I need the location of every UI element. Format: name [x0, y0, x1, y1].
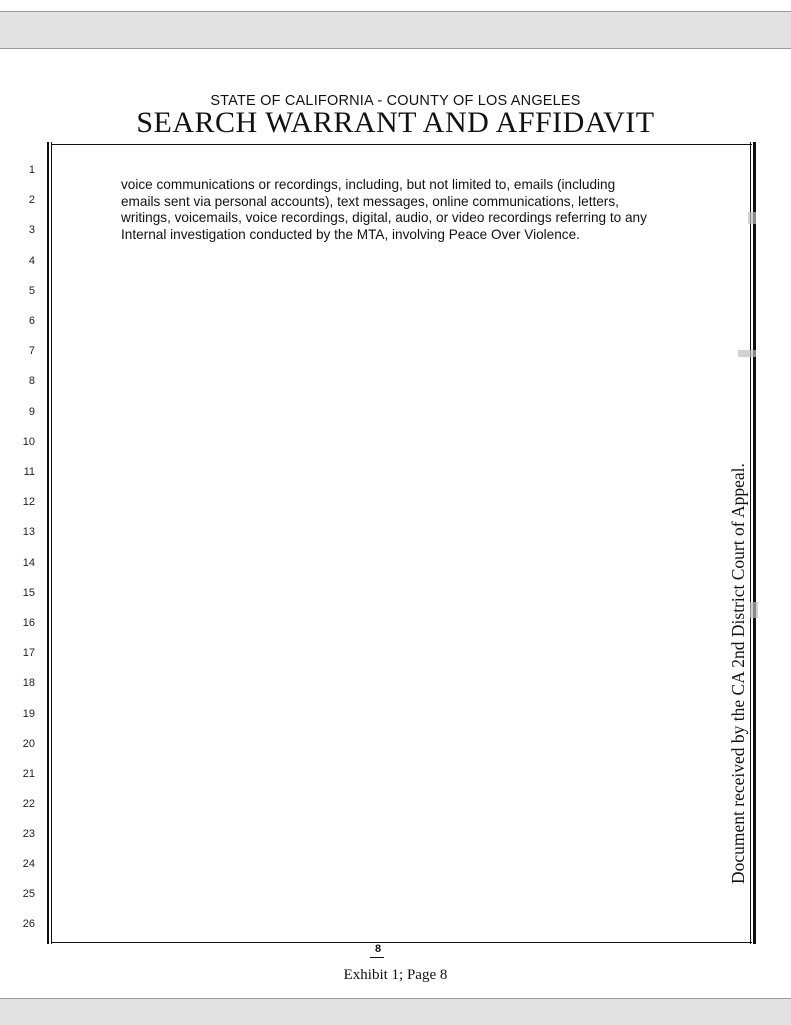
pleading-border-left-inner — [51, 142, 52, 944]
scan-artifact — [750, 602, 758, 618]
pleading-border-left-outer — [47, 142, 49, 944]
scan-artifact — [748, 212, 756, 224]
line-number: 21 — [22, 768, 35, 780]
line-number: 22 — [22, 798, 35, 810]
affidavit-body-text — [121, 177, 743, 243]
line-number: 15 — [22, 587, 35, 599]
line-number: 17 — [22, 647, 35, 659]
top-toolbar-bar — [0, 11, 791, 49]
line-number: 20 — [22, 738, 35, 750]
line-number: 1 — [28, 164, 35, 176]
line-number: 8 — [28, 375, 35, 387]
line-number: 25 — [22, 888, 35, 900]
line-number: 5 — [28, 285, 35, 297]
body-line: emails sent via personal accounts), text messages, online communications, letters, — [121, 193, 619, 209]
line-number: 2 — [28, 194, 35, 206]
page-number: 8 — [374, 943, 382, 955]
scan-artifact — [738, 350, 756, 357]
body-line: voice communications or recordings, including, but not limited to, emails (including — [121, 177, 616, 192]
line-number: 23 — [22, 828, 35, 840]
line-number: 9 — [28, 406, 35, 418]
line-number: 7 — [28, 345, 35, 357]
line-number: 13 — [22, 526, 35, 538]
bottom-toolbar-bar — [0, 998, 791, 1025]
line-number: 10 — [22, 436, 35, 448]
body-line: Internal investigation conducted by the MTA, involving Peace Over Violence. — [121, 226, 580, 242]
pleading-border-right-outer — [753, 142, 756, 944]
line-number: 6 — [28, 315, 35, 327]
line-number: 19 — [22, 708, 35, 720]
line-number: 26 — [22, 918, 35, 930]
line-number: 18 — [22, 677, 35, 689]
line-number: 11 — [23, 466, 35, 478]
pleading-border-top — [51, 144, 752, 145]
line-number: 14 — [22, 557, 35, 569]
exhibit-label: Exhibit 1; Page 8 — [343, 967, 448, 983]
line-number: 3 — [28, 224, 35, 236]
jurisdiction-heading: STATE OF CALIFORNIA - COUNTY OF LOS ANGELES — [210, 93, 581, 109]
line-number: 12 — [22, 496, 35, 508]
line-number: 4 — [28, 255, 35, 267]
document-title: SEARCH WARRANT AND AFFIDAVIT — [136, 106, 655, 139]
body-line: writings, voicemails, voice recordings, digital, audio, or video recordings referring to any — [121, 210, 647, 225]
court-received-stamp: Document received by the CA 2nd District Court of Appeal. — [728, 463, 748, 884]
line-number: 24 — [22, 858, 35, 870]
page-number-underline — [370, 957, 384, 958]
line-number: 16 — [22, 617, 35, 629]
pleading-border-right-inner — [750, 142, 751, 944]
